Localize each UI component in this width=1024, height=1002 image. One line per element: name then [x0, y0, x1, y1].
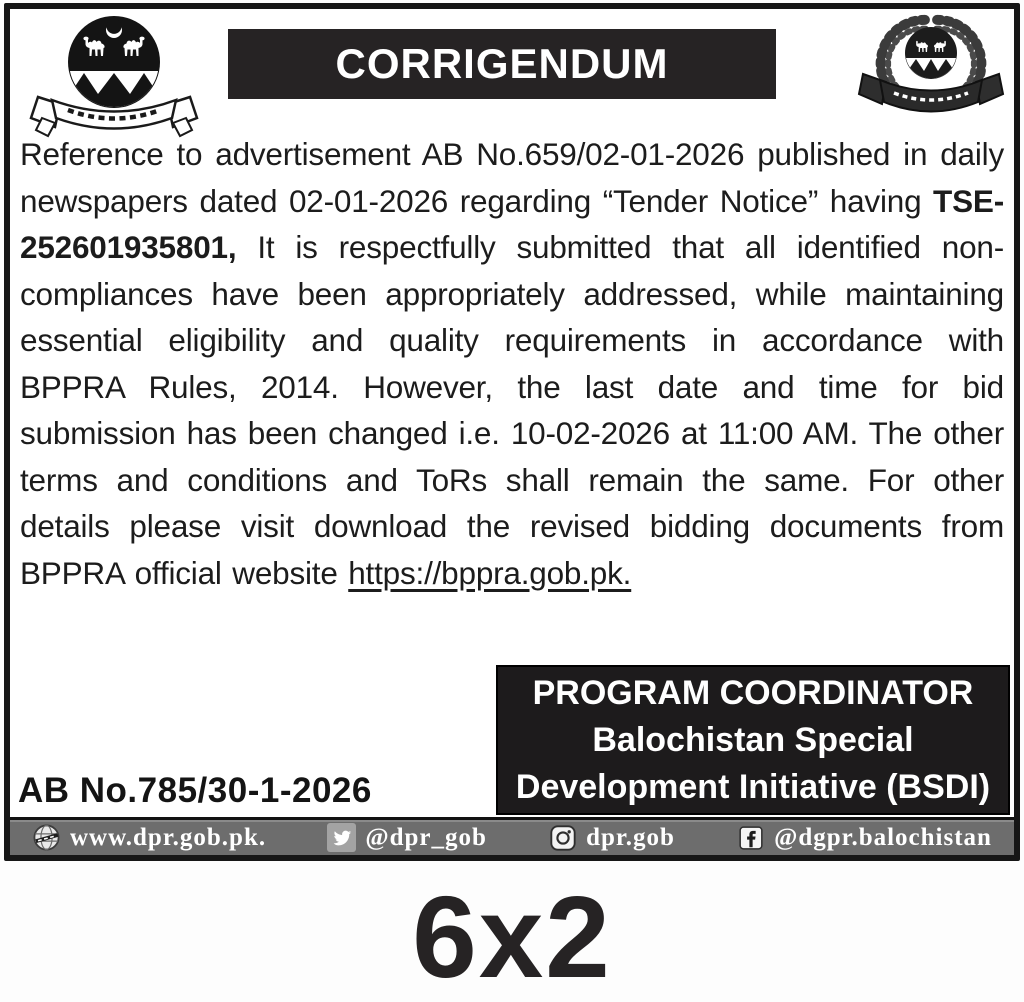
signature-line-org-1: Balochistan Special	[592, 720, 914, 759]
facebook-item	[736, 823, 992, 852]
social-media-bar	[10, 817, 1014, 855]
government-of-balochistan-emblem	[22, 15, 206, 139]
balochistan-emblem-icon	[22, 15, 206, 139]
corrigendum-body-text	[20, 131, 1004, 596]
facebook-handle: @dgpr.balochistan	[774, 823, 992, 851]
tender-reference-number: TSE-252601935801,	[20, 182, 1004, 265]
bppra-website-link[interactable]: https://bppra.gob.pk.	[348, 554, 632, 591]
dgpr-emblem-icon	[856, 11, 1006, 123]
ab-number: AB No.785/30-1-2026	[18, 771, 372, 810]
signature-line-org-2: Development Initiative (BSDI)	[515, 767, 991, 806]
signature-line-title: PROGRAM COORDINATOR	[532, 673, 974, 712]
twitter-handle: @dpr_gob	[365, 823, 487, 851]
ad-size-label: 6x2	[412, 872, 612, 1002]
website-url: www.dpr.gob.pk.	[70, 823, 267, 851]
body-segment-before: Reference to advertisement AB No.659/02-01-2026 published in daily newspapers dated 02-01-2026 regarding “Tender Notice” having	[20, 136, 1004, 219]
website-item	[32, 823, 266, 852]
facebook-icon	[736, 823, 765, 852]
instagram-icon	[548, 823, 577, 852]
corrigendum-ad	[4, 3, 1020, 861]
instagram-handle: dpr.gob	[586, 823, 675, 851]
instagram-item	[548, 823, 675, 852]
body-segment-after: It is respectfully submitted that all identified non-compliances have been appropriately addressed, while maintaining essential eligibility and quality requirements in accordance with BPPRA Rules, 2014. However, the last date and time for bid submission has been changed i.e. 10-02-2026 at 11:00 AM. The other terms and conditions and ToRs shall remain the same. For other details please visit download the revised bidding documents from BPPRA official website	[20, 229, 1004, 591]
dgpr-balochistan-emblem	[856, 11, 1006, 125]
signature-box	[496, 665, 1010, 815]
page-title: CORRIGENDUM	[335, 40, 669, 87]
twitter-bird-icon	[327, 823, 356, 852]
globe-icon	[32, 823, 61, 852]
twitter-item	[327, 823, 487, 852]
corrigendum-title-box	[228, 29, 776, 99]
